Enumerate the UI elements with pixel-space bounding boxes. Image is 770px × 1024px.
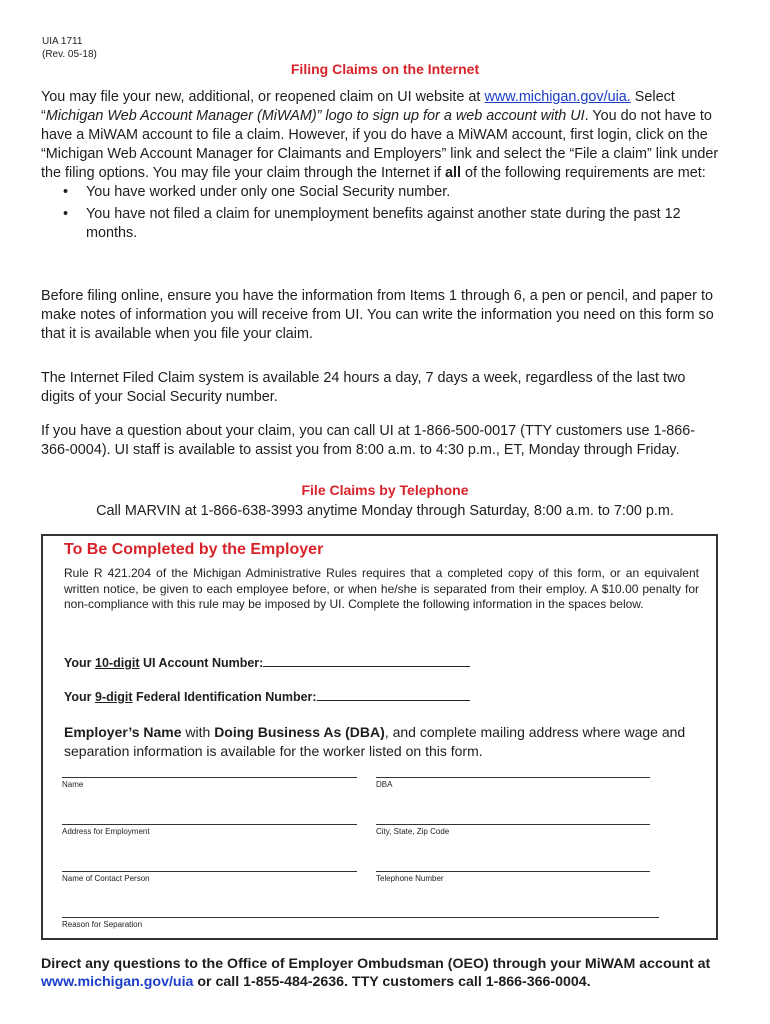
bullet-icon: • [63, 184, 69, 200]
filing-internet-paragraph [41, 88, 721, 183]
form-number-text: UIA 1711 [42, 36, 83, 47]
administrative-rule-text: Rule R 421.204 of the Michigan Administrative Rules requires that a completed copy of this form, or an equivalent written notice, be given to each employee before, or when he/she is separated from their employ. A $10.00 penalty for non-compliance with this rule may be imposed by UI. Complete the following information in the spaces below. [64, 566, 699, 611]
address-field[interactable] [62, 824, 357, 837]
contact-label: Name of Contact Person [62, 874, 150, 883]
p1-text-d: of the following requirements are met: [460, 165, 706, 181]
contact-person-field[interactable] [62, 871, 357, 884]
form-number [42, 35, 97, 61]
fed-id-label: Federal Identification Number: [132, 690, 317, 704]
name-field[interactable] [62, 777, 357, 790]
uia-website-link[interactable]: www.michigan.gov/uia. [484, 89, 631, 105]
name-label: Name [62, 780, 84, 789]
dba-field[interactable] [376, 777, 650, 790]
federal-id-row [64, 686, 470, 704]
telephone-field[interactable] [376, 871, 650, 884]
p1-bold: all [444, 165, 461, 181]
filing-internet-heading: Filing Claims on the Internet [290, 61, 480, 77]
requirements-list [41, 183, 721, 243]
employer-section-title: To Be Completed by the Employer [64, 541, 324, 558]
footer-uia-link[interactable]: www.michigan.gov/uia [41, 974, 194, 990]
emp-name-mid: with [181, 724, 215, 740]
p1-text-c: . You do not have to have a MiWAM account to file a claim. However, if you do have a MiWAM account, first login, click on the “Michigan Web Account Manager for Claimants and Employers” link and select the “File a claim” link under the filing options. You may file your claim through the Internet if [41, 108, 719, 181]
fed-id-digits: 9-digit [95, 690, 133, 704]
ui-account-number-row [64, 652, 470, 670]
federal-id-field[interactable] [317, 686, 470, 701]
city-state-zip-field[interactable] [376, 824, 650, 837]
city-label: City, State, Zip Code [376, 827, 450, 836]
before-filing-paragraph: Before filing online, ensure you have the information from Items 1 through 6, a pen or pencil, and paper to make notes of information you will receive from UI. You can write the information you need on this form so that it is available when you file your claim. [41, 288, 714, 342]
dba-label: DBA [376, 780, 393, 789]
availability-paragraph: The Internet Filed Claim system is available 24 hours a day, 7 days a week, regardless of the last two digits of your Social Security number. [41, 370, 686, 405]
ui-account-digits: 10-digit [95, 656, 140, 670]
bullet-icon: • [63, 206, 69, 222]
footer-ombudsman-note [41, 955, 731, 991]
emp-name-bold: Employer’s Name [64, 724, 182, 740]
form-revision: (Rev. 05-18) [42, 49, 97, 60]
p1-text-b: Select “ [41, 89, 675, 124]
ui-account-label: UI Account Number: [139, 656, 264, 670]
emp-name-rest: , and complete mailing address where wage and separation information is available for the worker listed on this form. [64, 724, 686, 759]
requirement-text: You have not filed a claim for unemployment benefits against another state during the past 12 months. [86, 206, 681, 241]
p1-text-a: You may file your new, additional, or reopened claim on UI website at [41, 89, 485, 105]
employer-section-box [41, 534, 718, 940]
filing-phone-heading: File Claims by Telephone [301, 482, 469, 498]
footer-text-a: Direct any questions to the Office of Employer Ombudsman (OEO) through your MiWAM account at [41, 956, 711, 972]
telephone-label: Telephone Number [376, 874, 444, 883]
ui-account-prefix: Your [64, 656, 96, 670]
questions-paragraph: If you have a question about your claim, you can call UI at 1-866-500-0017 (TTY customers use 1-866-366-0004). UI staff is available to assist you from 8:00 a.m. to 4:30 p.m., ET, Monday through Friday. [41, 423, 696, 458]
dba-bold: Doing Business As (DBA) [214, 724, 385, 740]
employer-name-instructions [64, 723, 704, 760]
footer-text-b: or call 1-855-484-2636. TTY customers call 1-866-366-0004. [193, 974, 591, 990]
requirement-text: You have worked under only one Social Security number. [86, 184, 451, 200]
list-item [41, 205, 721, 243]
reason-for-separation-field[interactable] [62, 917, 659, 930]
list-item [41, 183, 721, 202]
marvin-phone-text: Call MARVIN at 1-866-638-3993 anytime Monday through Saturday, 8:00 a.m. to 7:00 p.m. [96, 503, 674, 519]
ui-account-number-field[interactable] [263, 652, 470, 667]
address-label: Address for Employment [62, 827, 150, 836]
fed-id-prefix: Your [64, 690, 96, 704]
p1-italic: Michigan Web Account Manager (MiWAM)” logo to sign up for a web account with UI [45, 108, 585, 124]
reason-label: Reason for Separation [62, 920, 143, 929]
filing-internet-section [41, 88, 721, 246]
